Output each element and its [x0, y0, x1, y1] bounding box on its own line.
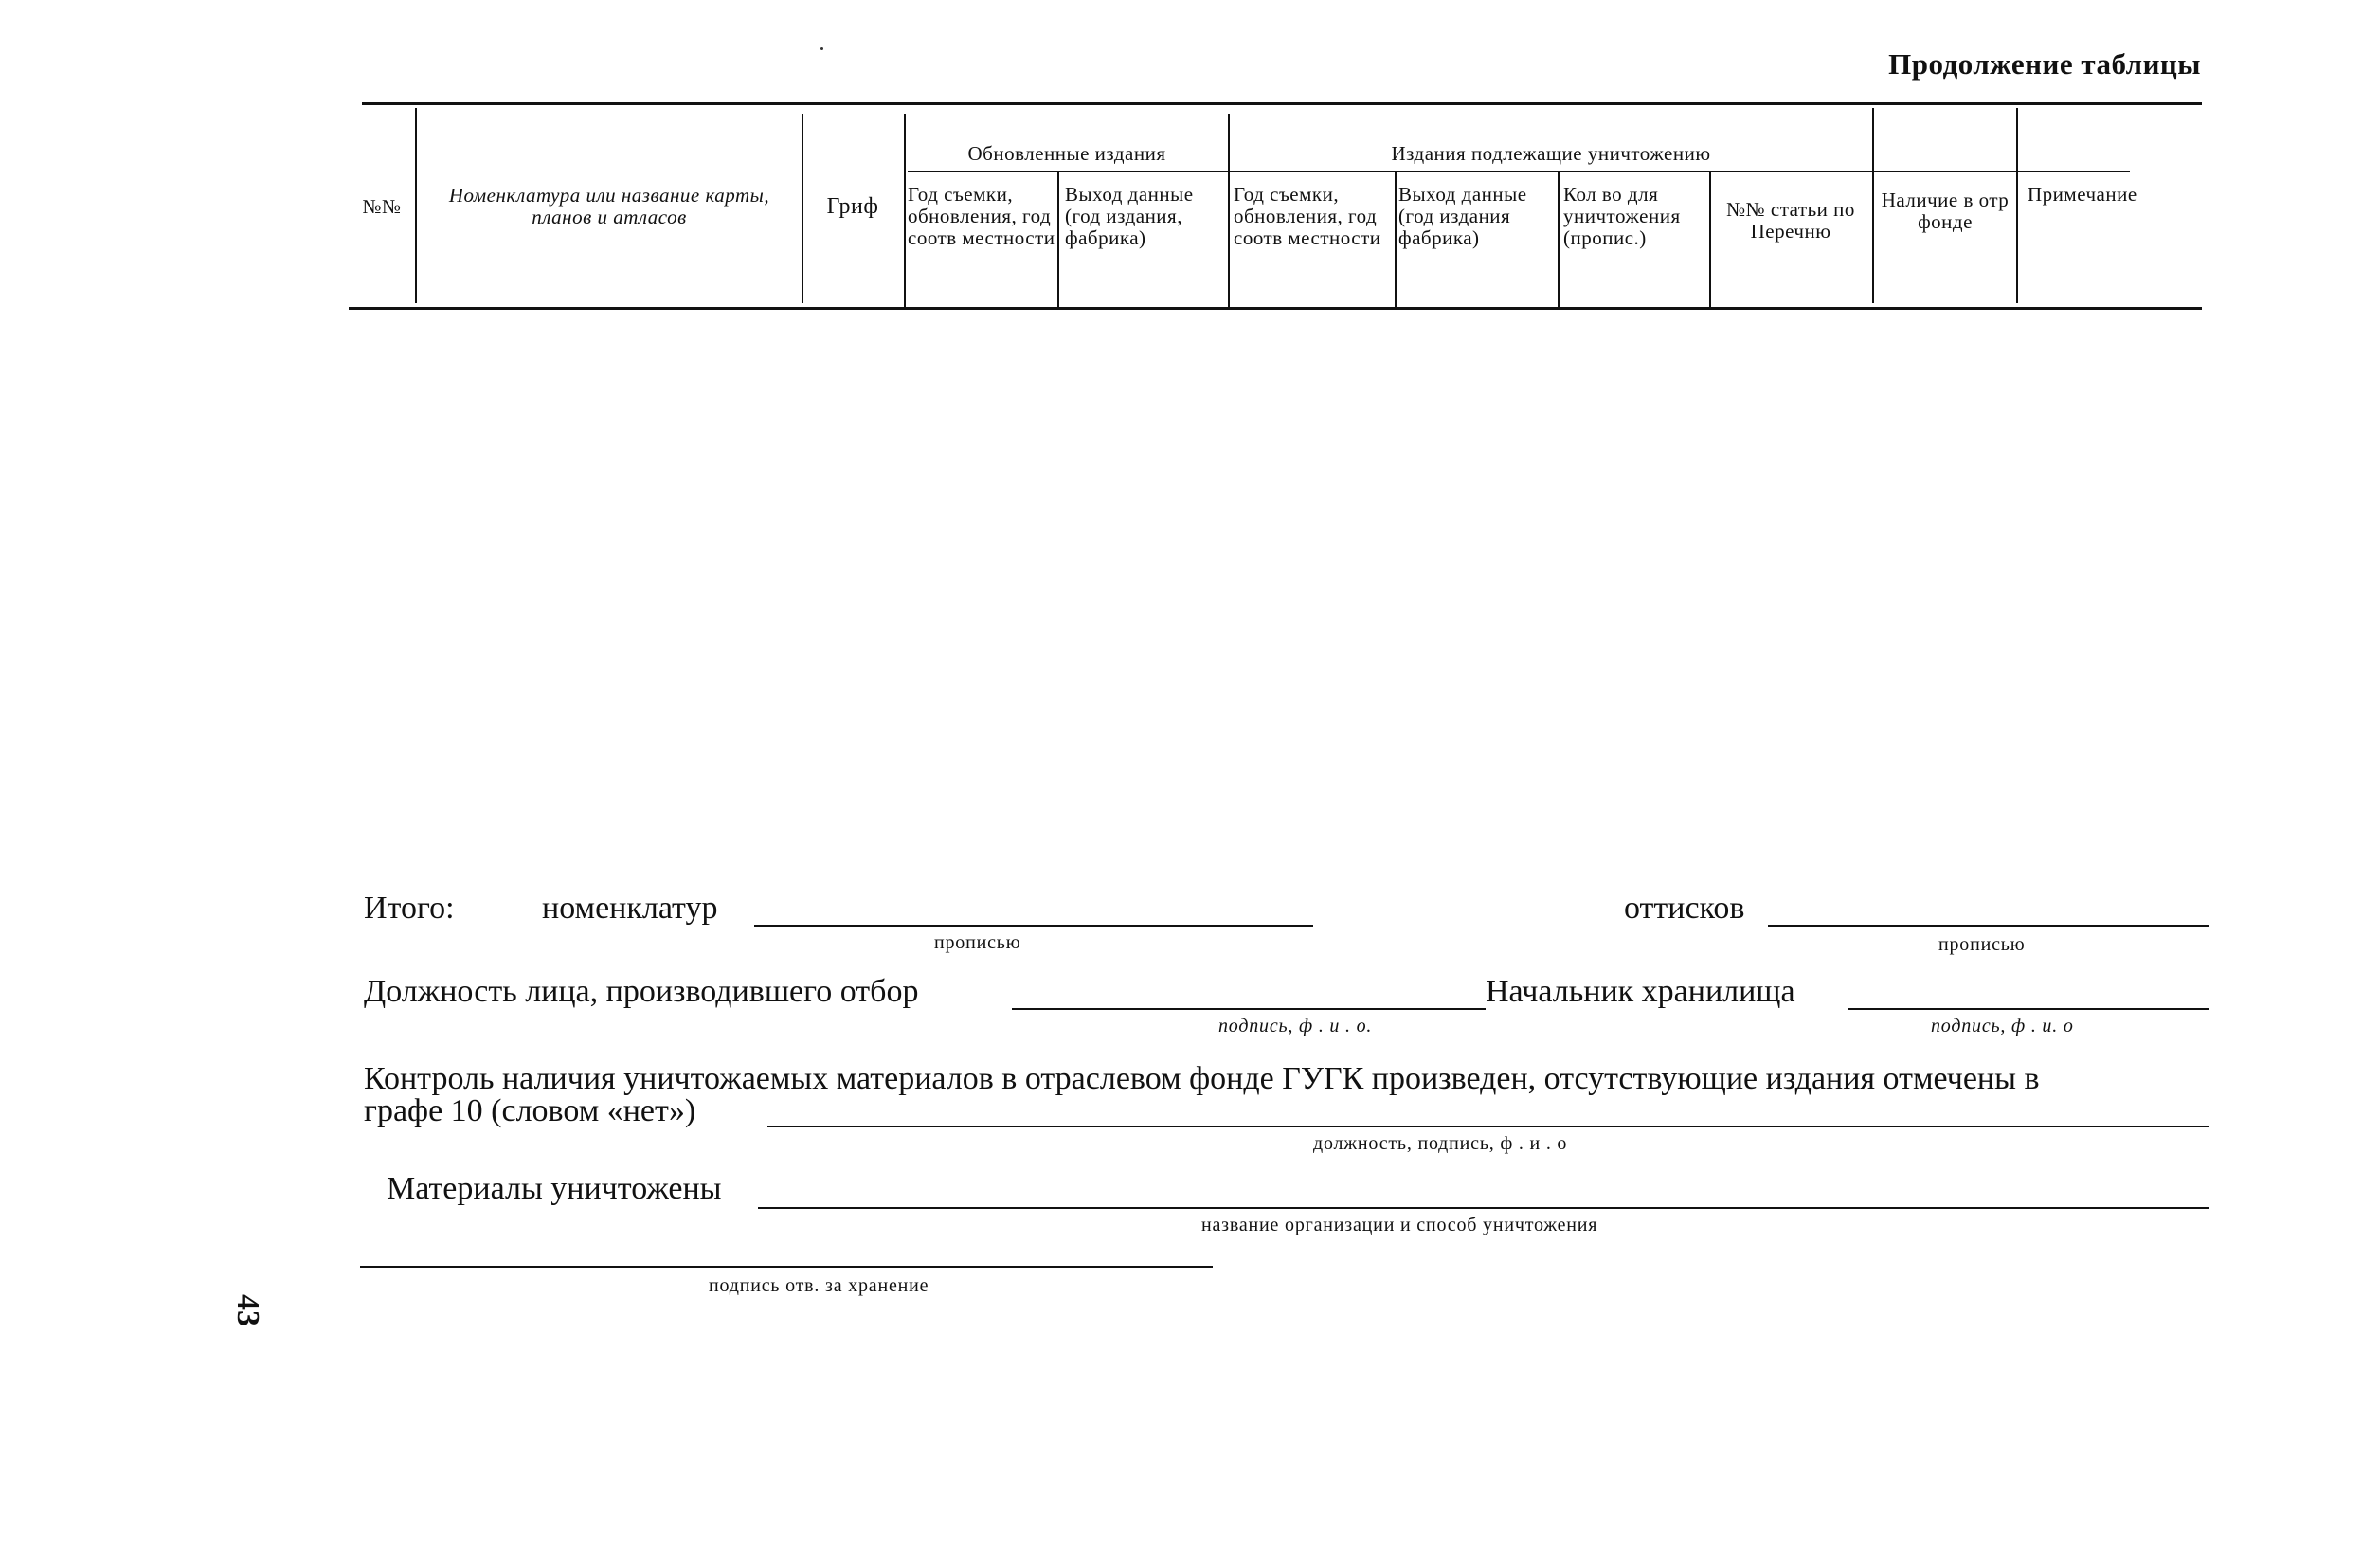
- caption-org-method: название организации и способ уничтожения: [1201, 1215, 1598, 1235]
- destroyed-label: Материалы уничтожены: [387, 1171, 722, 1206]
- nomenclature-field[interactable]: [754, 925, 1313, 927]
- copies-field[interactable]: [1768, 925, 2209, 927]
- control-text-line1: Контроль наличия уничтожаемых материалов в отраслевом фонде ГУГК произведен, отсутствующие издания отмечены в: [364, 1061, 2040, 1096]
- header-table: [349, 102, 2202, 311]
- updated-release: Выход данные (год издания, фабрика): [1065, 183, 1194, 249]
- storage-head-label: Начальник хранилища: [1486, 974, 1795, 1009]
- storage-head-field[interactable]: [1848, 1008, 2209, 1010]
- total-label: Итого:: [364, 891, 455, 926]
- speck: [820, 47, 823, 50]
- caption-in-words-copies: прописью: [1938, 934, 2026, 955]
- col-grif: Гриф: [826, 193, 879, 219]
- nomenclature-label: номенклатур: [542, 891, 718, 926]
- destroy-article: №№ статьи по Перечню: [1726, 198, 1855, 243]
- col-presence: Наличие в отр фонде: [1881, 189, 2010, 233]
- copies-label: оттисков: [1624, 891, 1745, 926]
- destroy-release: Выход данные (год издания фабрика): [1398, 183, 1527, 249]
- caption-signature: подпись, ф . и . о.: [1218, 1016, 1373, 1036]
- col-number: №№: [362, 194, 402, 218]
- storage-signature-field[interactable]: [360, 1266, 1213, 1268]
- destroy-quantity: Кол во для уничтожения (пропис.): [1563, 183, 1681, 249]
- caption-storage-signature: подпись отв. за хранение: [709, 1275, 929, 1296]
- position-label: Должность лица, производившего отбор: [364, 974, 919, 1009]
- destroyed-field[interactable]: [758, 1207, 2209, 1209]
- caption-position-signature: должность, подпись, ф . и . о: [1313, 1133, 1568, 1154]
- group-destroy: Издания подлежащие уничтожению: [1391, 141, 1711, 165]
- control-text-line2: графе 10 (словом «нет»): [364, 1093, 696, 1128]
- position-signature-field[interactable]: [1012, 1008, 1486, 1010]
- col-nomenclature: Номенклатура или название карты, планов и атласов: [448, 184, 770, 228]
- group-updated: Обновленные издания: [967, 141, 1166, 165]
- control-field[interactable]: [767, 1126, 2209, 1127]
- updated-year: Год съемки, обновления, год соотв местности: [908, 183, 1055, 249]
- continuation-title: Продолжение таблицы: [1888, 47, 2201, 81]
- page-number: 43: [230, 1294, 265, 1326]
- destroy-year: Год съемки, обновления, год соотв местности: [1234, 183, 1381, 249]
- caption-in-words: прописью: [934, 932, 1021, 953]
- col-note: Примечание: [2028, 183, 2137, 206]
- caption-signature-head: подпись, ф . и. о: [1931, 1016, 2074, 1036]
